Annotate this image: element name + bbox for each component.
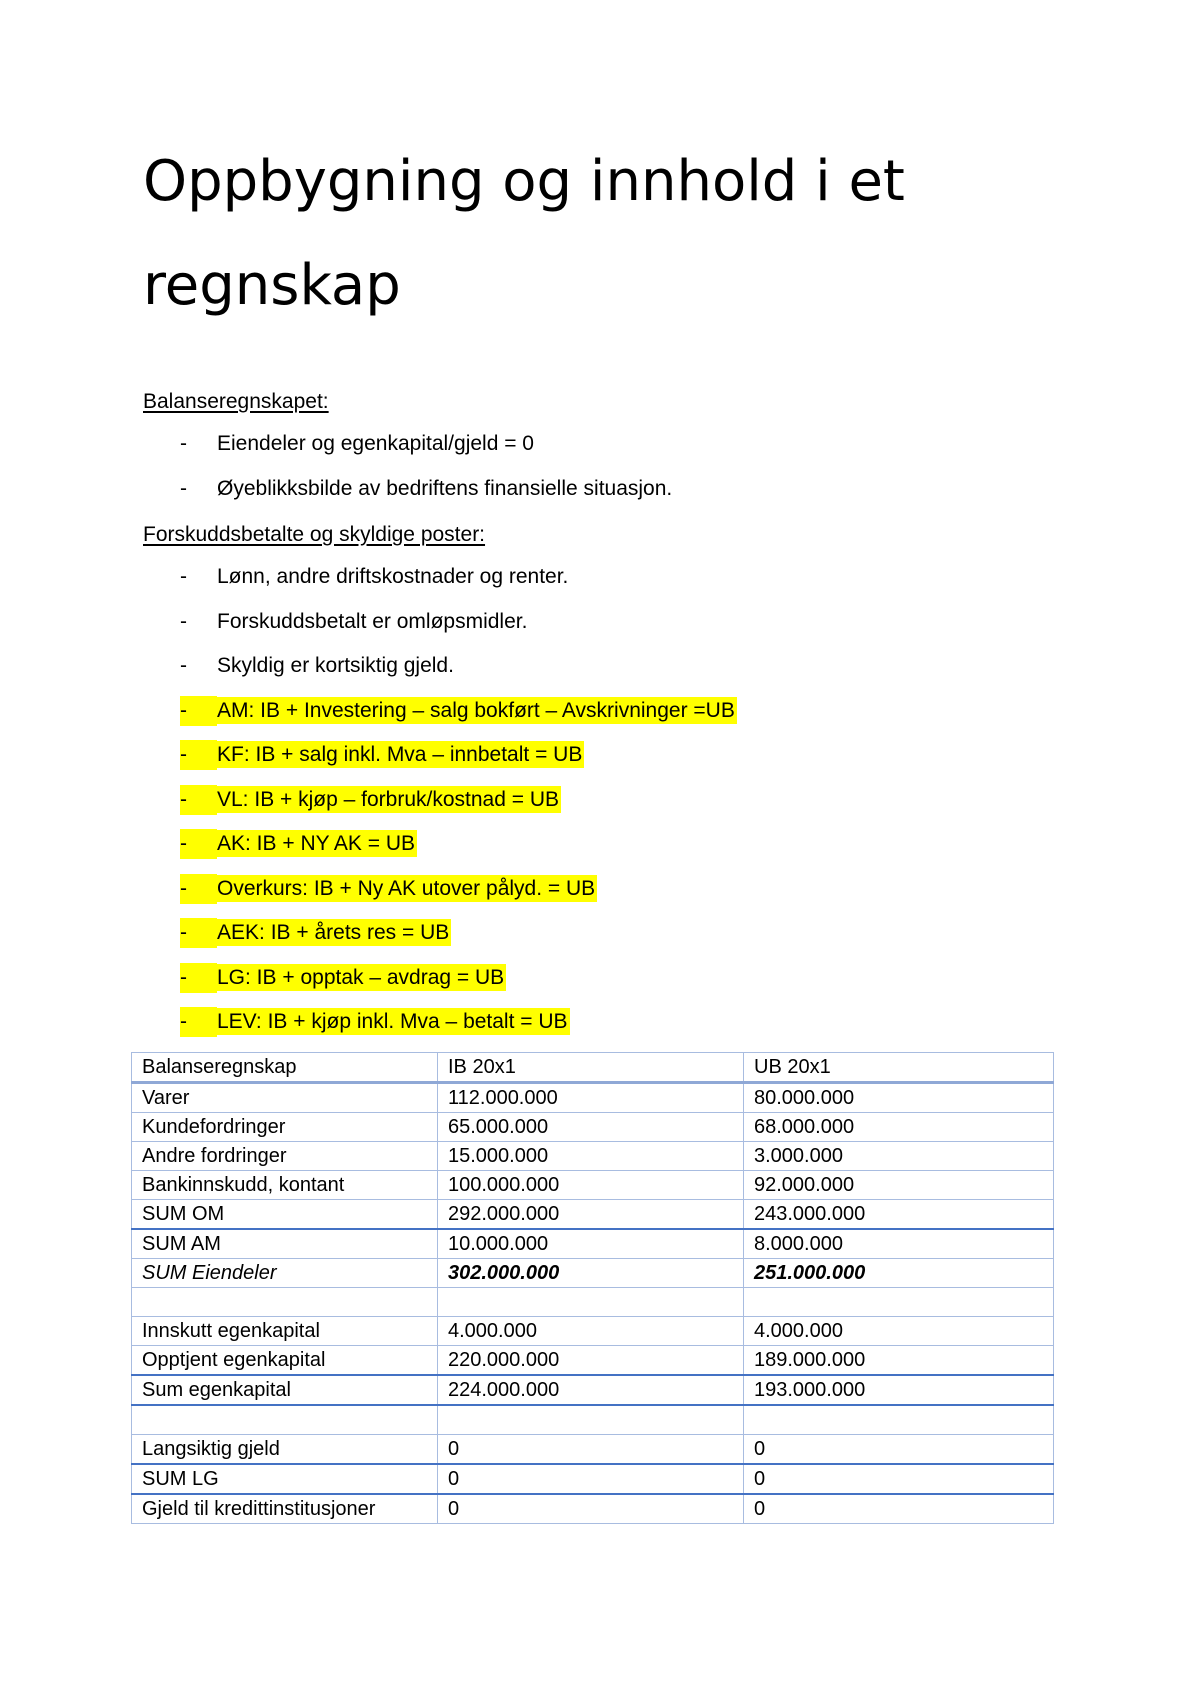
- section-heading-balanseregnskapet: Balanseregnskapet:: [143, 390, 329, 413]
- highlighted-formula-item: - AEK: IB + årets res = UB: [180, 918, 737, 963]
- table-row-sum: [132, 1229, 1054, 1259]
- table-cell: 100.000.000: [438, 1171, 744, 1200]
- table-cell: Opptjent egenkapital: [132, 1346, 438, 1376]
- table-row-total: [132, 1259, 1054, 1288]
- bullet-list-forskuddsbetalte: [180, 562, 737, 1052]
- table-row: [132, 1171, 1054, 1200]
- table-cell: 220.000.000: [438, 1346, 744, 1376]
- table-cell: 4.000.000: [438, 1317, 744, 1346]
- table-cell: [438, 1288, 744, 1317]
- table-row: [132, 1346, 1054, 1376]
- table-cell: 0: [438, 1435, 744, 1465]
- table-row: [132, 1142, 1054, 1171]
- table-cell: 0: [744, 1464, 1054, 1494]
- highlighted-formula-item: - AK: IB + NY AK = UB: [180, 829, 737, 874]
- balance-table: [131, 1052, 1054, 1524]
- table-header-cell: Balanseregnskap: [132, 1053, 438, 1083]
- table-row-sum: [132, 1464, 1054, 1494]
- table-cell: 65.000.000: [438, 1113, 744, 1142]
- highlighted-formula-item: - AM: IB + Investering – salg bokført – Avskrivninger =UB: [180, 696, 737, 741]
- table-cell: Sum egenkapital: [132, 1375, 438, 1405]
- table-row: [132, 1317, 1054, 1346]
- table-cell: Kundefordringer: [132, 1113, 438, 1142]
- table-cell: 302.000.000: [438, 1259, 744, 1288]
- list-item: - Forskuddsbetalt er omløpsmidler.: [180, 609, 528, 633]
- table-cell: 292.000.000: [438, 1200, 744, 1230]
- table-cell: 0: [438, 1494, 744, 1524]
- table-cell: SUM Eiendeler: [132, 1259, 438, 1288]
- table-cell: 224.000.000: [438, 1375, 744, 1405]
- bullet-list-balanseregnskapet: [180, 429, 672, 518]
- table-cell: [438, 1405, 744, 1435]
- table-cell: 243.000.000: [744, 1200, 1054, 1230]
- table-row-empty: [132, 1405, 1054, 1435]
- table-cell: 3.000.000: [744, 1142, 1054, 1171]
- table-cell: Innskutt egenkapital: [132, 1317, 438, 1346]
- table-cell: SUM OM: [132, 1200, 438, 1230]
- table-cell: [744, 1288, 1054, 1317]
- table-cell: 68.000.000: [744, 1113, 1054, 1142]
- table-header-cell: UB 20x1: [744, 1053, 1054, 1083]
- table-cell: 193.000.000: [744, 1375, 1054, 1405]
- highlighted-formula-item: - VL: IB + kjøp – forbruk/kostnad = UB: [180, 785, 737, 830]
- table-row-sum: [132, 1375, 1054, 1405]
- list-item: - Eiendeler og egenkapital/gjeld = 0: [180, 432, 534, 455]
- table-cell: [744, 1405, 1054, 1435]
- highlighted-formula-item: - LEV: IB + kjøp inkl. Mva – betalt = UB: [180, 1007, 737, 1052]
- table-header-cell: IB 20x1: [438, 1053, 744, 1083]
- table-cell: 251.000.000: [744, 1259, 1054, 1288]
- table-cell: Varer: [132, 1083, 438, 1113]
- table-cell: Andre fordringer: [132, 1142, 438, 1171]
- page-title: Oppbygning og innhold i et regnskap: [143, 149, 905, 318]
- table-cell: 10.000.000: [438, 1229, 744, 1259]
- highlighted-formula-item: - Overkurs: IB + Ny AK utover pålyd. = UB: [180, 874, 737, 919]
- table-cell: 4.000.000: [744, 1317, 1054, 1346]
- table-cell: Bankinnskudd, kontant: [132, 1171, 438, 1200]
- table-row: [132, 1494, 1054, 1524]
- highlighted-formula-item: - LG: IB + opptak – avdrag = UB: [180, 963, 737, 1008]
- section-heading-forskuddsbetalte: Forskuddsbetalte og skyldige poster:: [143, 523, 486, 546]
- table-cell: 80.000.000: [744, 1083, 1054, 1113]
- table-cell: 0: [744, 1435, 1054, 1465]
- table-cell: [132, 1288, 438, 1317]
- table-cell: [132, 1405, 438, 1435]
- table-row: [132, 1083, 1054, 1113]
- table-row-sum: [132, 1200, 1054, 1230]
- table-cell: 92.000.000: [744, 1171, 1054, 1200]
- table-cell: SUM AM: [132, 1229, 438, 1259]
- table-cell: Gjeld til kredittinstitusjoner: [132, 1494, 438, 1524]
- table-cell: Langsiktig gjeld: [132, 1435, 438, 1465]
- table-row: [132, 1113, 1054, 1142]
- list-item: - Skyldig er kortsiktig gjeld.: [180, 654, 454, 677]
- table-cell: SUM LG: [132, 1464, 438, 1494]
- table-header-row: [132, 1053, 1054, 1083]
- list-item: - Øyeblikksbilde av bedriftens finansielle situasjon.: [180, 476, 673, 500]
- table-cell: 112.000.000: [438, 1083, 744, 1113]
- table-cell: 189.000.000: [744, 1346, 1054, 1376]
- table-cell: 0: [438, 1464, 744, 1494]
- table-cell: 0: [744, 1494, 1054, 1524]
- list-item: - Lønn, andre driftskostnader og renter.: [180, 565, 569, 588]
- table-row: [132, 1435, 1054, 1465]
- table-cell: 8.000.000: [744, 1229, 1054, 1259]
- highlighted-formula-item: - KF: IB + salg inkl. Mva – innbetalt = UB: [180, 740, 737, 785]
- table-cell: 15.000.000: [438, 1142, 744, 1171]
- table-row-empty: [132, 1288, 1054, 1317]
